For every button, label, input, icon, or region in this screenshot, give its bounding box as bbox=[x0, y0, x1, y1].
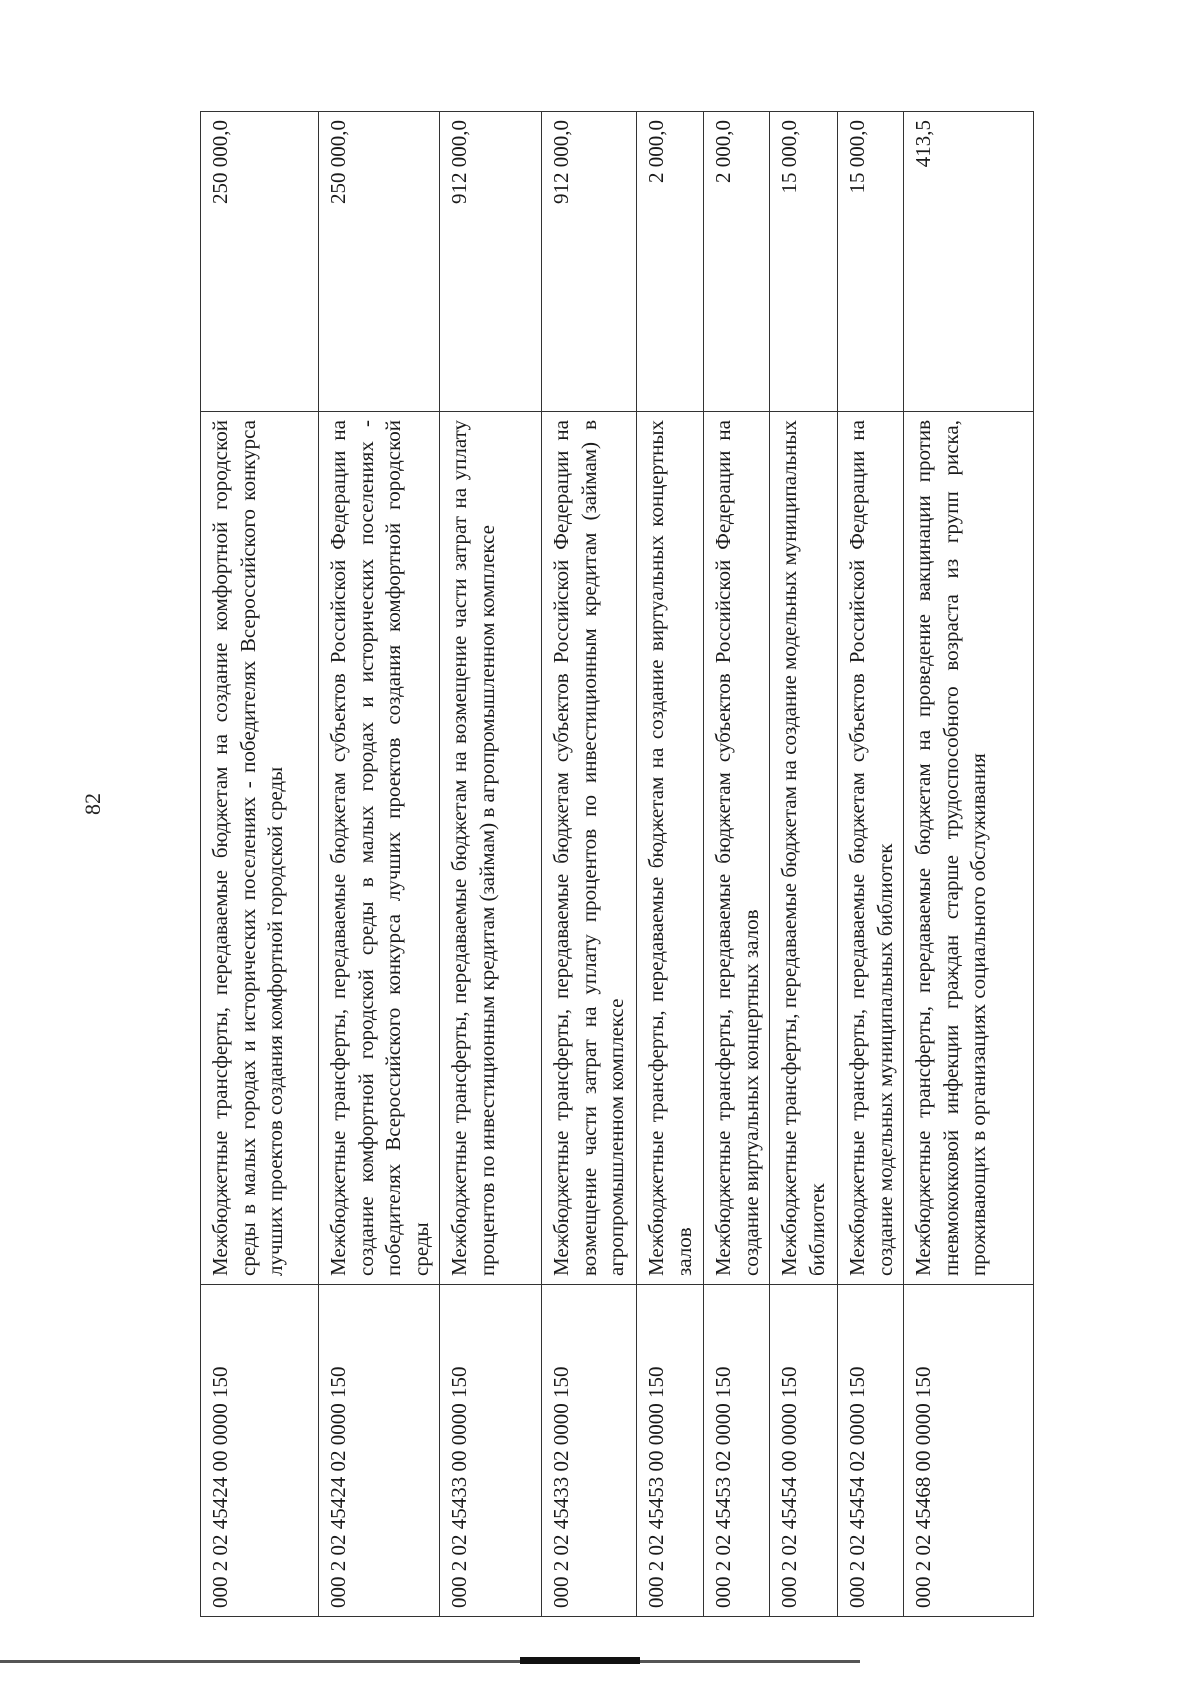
budget-table bbox=[200, 111, 1034, 1617]
budget-table-body bbox=[201, 112, 1034, 1617]
budget-code-cell: 000 2 02 45433 00 0000 150 bbox=[440, 1285, 542, 1617]
table-row bbox=[319, 112, 440, 1617]
budget-code-cell: 000 2 02 45468 00 0000 150 bbox=[904, 1285, 1034, 1617]
amount-cell: 413,5 bbox=[904, 112, 1034, 412]
table-row bbox=[838, 112, 904, 1617]
table-row bbox=[770, 112, 838, 1617]
budget-code-cell: 000 2 02 45424 00 0000 150 bbox=[201, 1285, 319, 1617]
description-cell: Межбюджетные трансферты, передаваемые бюджетам на создание модельных муниципальных библиотек bbox=[770, 412, 838, 1285]
amount-cell: 912 000,0 bbox=[542, 112, 637, 412]
table-row bbox=[704, 112, 770, 1617]
description-cell: Межбюджетные трансферты, передаваемые бюджетам на проведение вакцинации против пневмококковой инфекции граждан старше трудоспособного возраста из групп риска, проживающих в организациях социального обслуживания bbox=[904, 412, 1034, 1285]
amount-cell: 15 000,0 bbox=[770, 112, 838, 412]
amount-cell: 2 000,0 bbox=[704, 112, 770, 412]
description-cell: Межбюджетные трансферты, передаваемые бюджетам на возмещение части затрат на уплату процентов по инвестиционным кредитам (займам) в агропромышленном комплексе bbox=[440, 412, 542, 1285]
description-cell: Межбюджетные трансферты, передаваемые бюджетам на создание комфортной городской среды в малых городах и исторических поселениях - победителях Всероссийского конкурса лучших проектов создания комфортной городской среды bbox=[201, 412, 319, 1285]
description-cell: Межбюджетные трансферты, передаваемые бюджетам субъектов Российской Федерации на создание виртуальных концертных залов bbox=[704, 412, 770, 1285]
amount-cell: 250 000,0 bbox=[319, 112, 440, 412]
description-cell: Межбюджетные трансферты, передаваемые бюджетам субъектов Российской Федерации на возмещение части затрат на уплату процентов по инвестиционным кредитам (займам) в агропромышленном комплексе bbox=[542, 412, 637, 1285]
description-cell: Межбюджетные трансферты, передаваемые бюджетам на создание виртуальных концертных залов bbox=[637, 412, 704, 1285]
budget-code-cell: 000 2 02 45454 02 0000 150 bbox=[838, 1285, 904, 1617]
table-row bbox=[440, 112, 542, 1617]
description-cell: Межбюджетные трансферты, передаваемые бюджетам субъектов Российской Федерации на создание модельных муниципальных библиотек bbox=[838, 412, 904, 1285]
page-number: 82 bbox=[80, 793, 105, 815]
budget-code-cell: 000 2 02 45454 00 0000 150 bbox=[770, 1285, 838, 1617]
table-row bbox=[637, 112, 704, 1617]
amount-cell: 250 000,0 bbox=[201, 112, 319, 412]
amount-cell: 15 000,0 bbox=[838, 112, 904, 412]
budget-code-cell: 000 2 02 45453 02 0000 150 bbox=[704, 1285, 770, 1617]
budget-code-cell: 000 2 02 45453 00 0000 150 bbox=[637, 1285, 704, 1617]
scan-edge-line bbox=[0, 1660, 860, 1663]
scan-edge-mark bbox=[520, 1657, 640, 1664]
amount-cell: 912 000,0 bbox=[440, 112, 542, 412]
table-row bbox=[201, 112, 319, 1617]
amount-cell: 2 000,0 bbox=[637, 112, 704, 412]
table-row bbox=[542, 112, 637, 1617]
description-cell: Межбюджетные трансферты, передаваемые бюджетам субъектов Российской Федерации на создание комфортной городской среды в малых городах и исторических поселениях - победителях Всероссийского конкурса лучших проектов создания комфортной городской среды bbox=[319, 412, 440, 1285]
budget-code-cell: 000 2 02 45433 02 0000 150 bbox=[542, 1285, 637, 1617]
budget-table-container bbox=[200, 112, 1000, 1617]
budget-code-cell: 000 2 02 45424 02 0000 150 bbox=[319, 1285, 440, 1617]
table-row bbox=[904, 112, 1034, 1617]
